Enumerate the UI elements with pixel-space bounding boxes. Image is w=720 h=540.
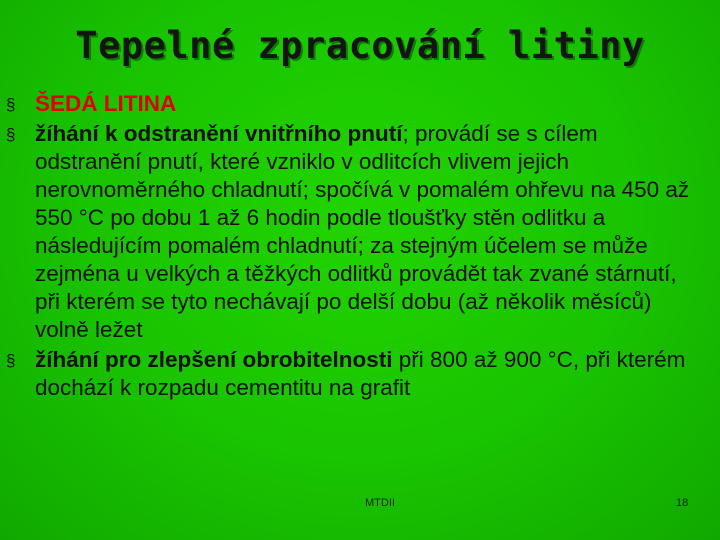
bullet-list bbox=[0, 90, 720, 402]
item-text: ; provádí se s cílem odstranění pnutí, které vzniklo v odlitcích vlivem jejich nerovnoměrného chladnutí; spočívá v pomalém ohřevu na 450 až 550 °C po dobu 1 až 6 hodin podle tloušťky stěn odlitku a následujícím pomalém chladnutí; za stejným účelem se může zejména u velkých a těžkých odlitků provádět tak zvané stárnutí, při kterém se tyto nechávají po delší dobu (až několik měsíců) volně ležet bbox=[35, 121, 690, 342]
list-item-stress-relief bbox=[0, 120, 720, 344]
list-item-grey-iron bbox=[0, 90, 720, 118]
footer-text: MTDII bbox=[365, 497, 395, 509]
bullet-icon: § bbox=[6, 95, 16, 114]
bullet-icon: § bbox=[6, 125, 16, 144]
list-item-machinability bbox=[0, 346, 720, 402]
item-text: při 800 až 900 °C, při kterém dochází k rozpadu cementitu na grafit bbox=[35, 347, 686, 400]
item-heading: žíhání k odstranění vnitřního pnutí bbox=[35, 121, 403, 146]
bullet-icon: § bbox=[6, 351, 16, 370]
slide-title: Tepelné zpracování litiny bbox=[75, 24, 645, 67]
item-heading: ŠEDÁ LITINA bbox=[35, 91, 177, 116]
page-number: 18 bbox=[676, 497, 689, 509]
item-heading: žíhání pro zlepšení obrobitelnosti bbox=[35, 347, 393, 372]
